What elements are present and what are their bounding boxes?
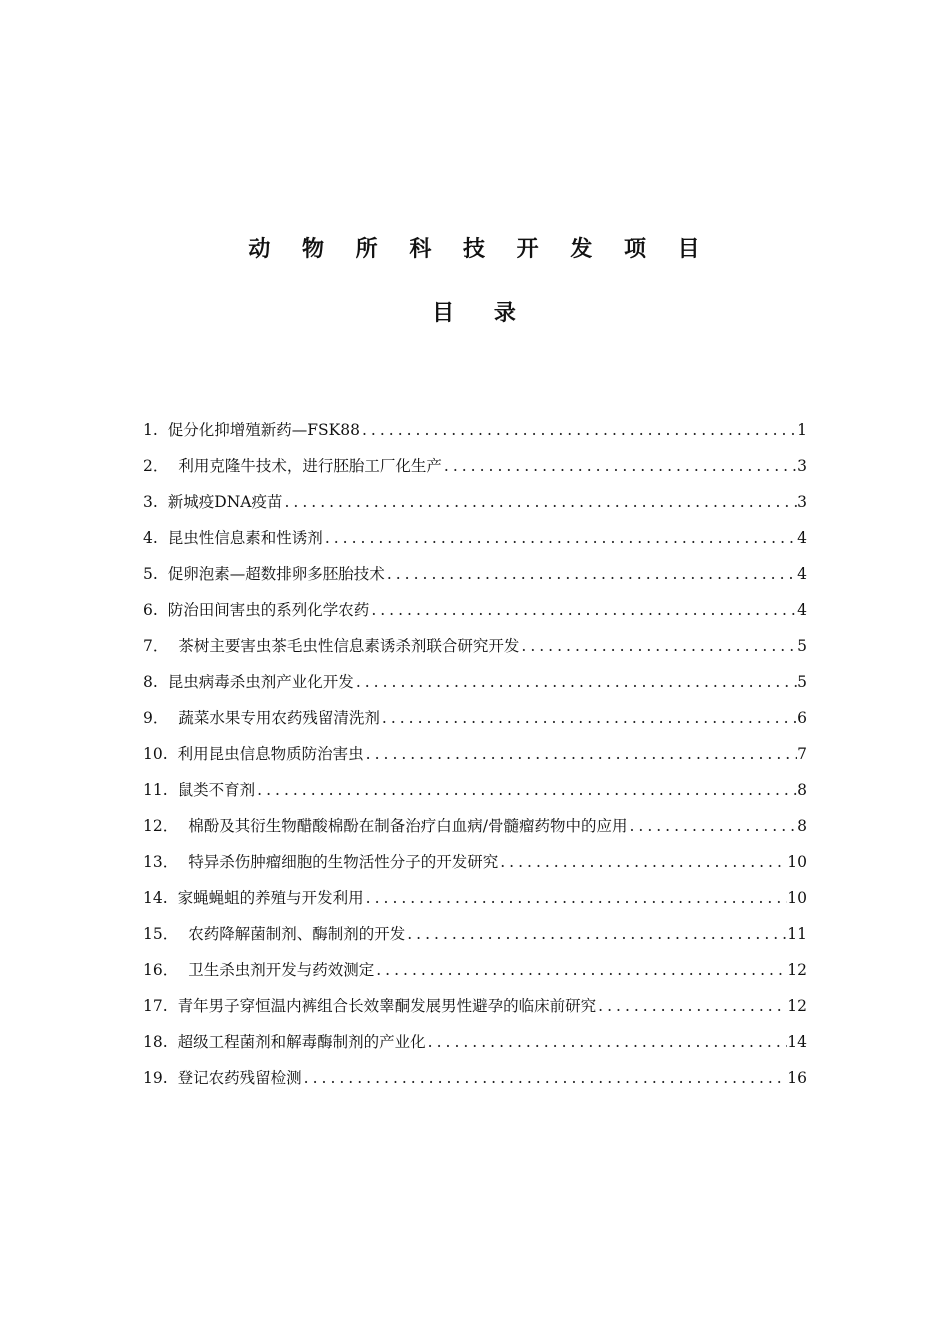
toc-dot-leader — [364, 736, 797, 772]
toc-entry-page: 12 — [787, 997, 807, 1015]
toc-dot-leader — [627, 808, 797, 844]
toc-dot-leader — [323, 520, 797, 556]
toc-entry-title: 防治田间害虫的系列化学农药 — [167, 601, 370, 619]
toc-dot-leader — [596, 988, 787, 1024]
toc-entry[interactable] — [143, 988, 807, 1024]
toc-entry-number: 9． — [143, 709, 169, 727]
toc-entry-page: 3 — [797, 457, 807, 475]
toc-entry-page: 4 — [797, 565, 807, 583]
toc-entry-page: 7 — [797, 745, 807, 763]
toc-entry-page: 1 — [797, 421, 807, 439]
toc-entry[interactable] — [143, 772, 807, 808]
toc-entry[interactable] — [143, 448, 807, 484]
toc-entry-number: 15． — [143, 925, 179, 943]
toc-entry[interactable] — [143, 952, 807, 988]
toc-entry[interactable] — [143, 664, 807, 700]
document-title: 动 物 所 科 技 开 发 项 目 — [248, 237, 712, 262]
toc-entry[interactable] — [143, 628, 807, 664]
toc-dot-leader — [426, 1024, 788, 1060]
toc-entry[interactable] — [143, 556, 807, 592]
toc-entry[interactable] — [143, 592, 807, 628]
table-of-contents — [143, 412, 807, 1096]
toc-entry[interactable] — [143, 700, 807, 736]
toc-entry[interactable] — [143, 844, 807, 880]
toc-entry-number: 2． — [143, 457, 169, 475]
toc-entry-title: 鼠类不育剂 — [177, 781, 256, 799]
toc-entry-title: 农药降解菌制剂、酶制剂的开发 — [188, 925, 406, 943]
toc-dot-leader — [364, 880, 788, 916]
toc-entry-page: 8 — [797, 781, 807, 799]
toc-entry[interactable] — [143, 808, 807, 844]
toc-entry-title: 登记农药残留检测 — [177, 1069, 302, 1087]
toc-entry-page: 14 — [787, 1033, 807, 1051]
toc-entry-title: 促卵泡素—超数排卵多胚胎技术 — [167, 565, 385, 583]
toc-entry[interactable] — [143, 520, 807, 556]
toc-dot-leader — [385, 556, 797, 592]
toc-entry-title: 昆虫病毒杀虫剂产业化开发 — [167, 673, 354, 691]
toc-entry-number: 12． — [143, 817, 179, 835]
toc-entry-number: 6. — [143, 601, 158, 619]
toc-dot-leader — [255, 772, 797, 808]
toc-entry-title: 新城疫DNA疫苗 — [167, 493, 283, 511]
toc-entry-number: 7． — [143, 637, 169, 655]
toc-entry[interactable] — [143, 916, 807, 952]
toc-entry[interactable] — [143, 412, 807, 448]
toc-entry[interactable] — [143, 736, 807, 772]
toc-entry[interactable] — [143, 484, 807, 520]
toc-entry-number: 19. — [143, 1069, 168, 1087]
toc-entry-number: 10. — [143, 745, 168, 763]
toc-heading: 目 录 — [432, 301, 532, 326]
toc-entry-number: 16． — [143, 961, 179, 979]
toc-entry-title: 特异杀伤肿瘤细胞的生物活性分子的开发研究 — [188, 853, 499, 871]
toc-entry[interactable] — [143, 1060, 807, 1096]
toc-entry-page: 3 — [797, 493, 807, 511]
toc-entry-page: 5 — [797, 637, 807, 655]
toc-entry-page: 6 — [797, 709, 807, 727]
toc-entry-page: 10 — [787, 853, 807, 871]
toc-entry-page: 8 — [797, 817, 807, 835]
toc-entry-number: 18. — [143, 1033, 168, 1051]
toc-dot-leader — [369, 592, 797, 628]
toc-entry[interactable] — [143, 1024, 807, 1060]
toc-entry-title: 青年男子穿恒温内裤组合长效睾酮发展男性避孕的临床前研究 — [177, 997, 597, 1015]
toc-entry-page: 16 — [787, 1069, 807, 1087]
toc-entry-number: 11. — [143, 781, 168, 799]
toc-entry-number: 14. — [143, 889, 168, 907]
toc-dot-leader — [380, 700, 797, 736]
toc-entry-number: 3. — [143, 493, 158, 511]
toc-entry-title: 蔬菜水果专用农药残留清洗剂 — [178, 709, 380, 727]
toc-entry-number: 5. — [143, 565, 158, 583]
toc-entry-page: 5 — [797, 673, 807, 691]
toc-dot-leader — [282, 484, 797, 520]
toc-entry-page: 10 — [787, 889, 807, 907]
toc-dot-leader — [302, 1060, 788, 1096]
toc-dot-leader — [360, 412, 797, 448]
toc-entry-title: 利用克隆牛技术，进行胚胎工厂化生产 — [178, 457, 442, 475]
toc-entry-number: 1. — [143, 421, 158, 439]
toc-dot-leader — [498, 844, 787, 880]
toc-dot-leader — [519, 628, 797, 664]
toc-dot-leader — [374, 952, 787, 988]
toc-entry-number: 8. — [143, 673, 158, 691]
toc-entry-title: 促分化抑增殖新药—FSK88 — [167, 421, 360, 439]
toc-entry-page: 4 — [797, 601, 807, 619]
toc-entry-title: 超级工程菌剂和解毒酶制剂的产业化 — [177, 1033, 426, 1051]
toc-entry-page: 11 — [787, 925, 807, 943]
toc-entry-title: 家蝇蝇蛆的养殖与开发利用 — [177, 889, 364, 907]
toc-entry-title: 茶树主要害虫茶毛虫性信息素诱杀剂联合研究开发 — [178, 637, 520, 655]
toc-dot-leader — [405, 916, 787, 952]
toc-entry-title: 卫生杀虫剂开发与药效测定 — [188, 961, 375, 979]
toc-entry-title: 昆虫性信息素和性诱剂 — [167, 529, 323, 547]
toc-dot-leader — [354, 664, 797, 700]
toc-entry-page: 12 — [787, 961, 807, 979]
toc-dot-leader — [442, 448, 797, 484]
toc-entry-title: 利用昆虫信息物质防治害虫 — [177, 745, 364, 763]
toc-entry-number: 13． — [143, 853, 179, 871]
toc-entry-page: 4 — [797, 529, 807, 547]
toc-entry-title: 棉酚及其衍生物醋酸棉酚在制备治疗白血病/骨髓瘤药物中的应用 — [188, 817, 628, 835]
toc-entry-number: 4. — [143, 529, 158, 547]
toc-entry[interactable] — [143, 880, 807, 916]
toc-entry-number: 17. — [143, 997, 168, 1015]
